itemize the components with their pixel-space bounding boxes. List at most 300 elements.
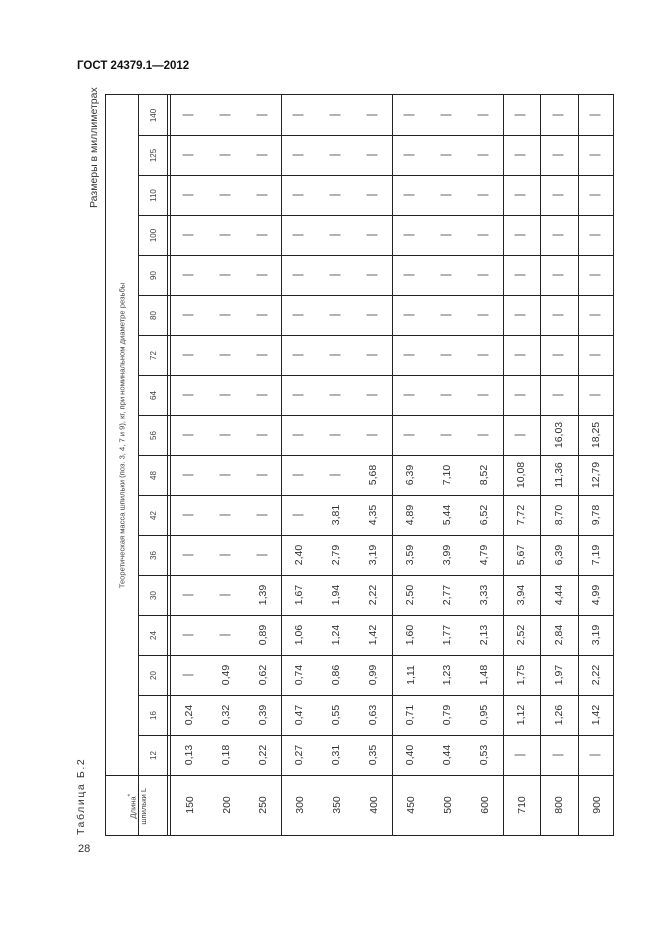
table-cell [503,95,540,135]
empty-value-dash [441,395,455,396]
empty-value-dash [256,315,270,316]
empty-value-dash [293,235,307,236]
table-cell [281,335,318,375]
table-cell [578,135,615,175]
empty-value-dash [515,155,529,156]
length-value: 150 [183,796,196,814]
empty-value-dash [515,355,529,356]
empty-value-dash [256,555,270,556]
mass-value: 2,84 [553,624,565,646]
table-cell [466,735,503,775]
table-cell [171,215,208,255]
length-value: 710 [515,796,528,814]
table-cell [392,615,429,655]
table-cell [503,215,540,255]
empty-value-dash [293,395,307,396]
diameter-header [138,575,169,615]
table-cell [392,655,429,695]
length-cell [503,775,540,835]
empty-value-dash [404,155,418,156]
table-cell [429,135,466,175]
table-cell [171,695,208,735]
empty-value-dash [183,155,197,156]
empty-value-dash [293,115,307,116]
table-cell [540,575,578,615]
table-cell [171,175,208,215]
table-cell [540,655,578,695]
table-cell [392,95,429,135]
diameter-header [138,375,169,415]
length-cell [245,775,281,835]
mass-value: 0,22 [257,744,269,766]
empty-value-dash [183,115,197,116]
empty-value-dash [256,435,270,436]
table-cell [208,95,245,135]
table-cell [466,655,503,695]
units-note: Размеры в миллиметрах [88,87,100,208]
diameter-header [138,655,169,695]
table-cell [171,375,208,415]
table-cell [429,415,466,455]
empty-value-dash [183,675,197,676]
length-header-line1: Длина [128,796,138,819]
mass-value: 1,42 [367,624,380,646]
mass-value: 2,77 [441,584,454,606]
length-value: 250 [257,796,269,814]
table-cell [503,655,540,695]
table-cell [503,615,540,655]
empty-value-dash [220,435,234,436]
mass-value: 0,74 [293,664,306,686]
empty-value-dash [256,195,270,196]
table-cell [578,335,615,375]
diameter-label: 72 [149,350,158,360]
table-cell [208,135,245,175]
mass-table [105,94,614,836]
table-cell [540,215,578,255]
table-cell [245,215,281,255]
empty-value-dash [220,355,234,356]
length-header-line2: шпильки L [138,787,148,825]
length-cell [281,775,318,835]
empty-value-dash [552,235,566,236]
mass-value: 0,55 [330,704,343,726]
diameter-label: 80 [149,310,158,320]
mass-value: 0,24 [183,704,196,726]
empty-value-dash [478,155,492,156]
table-cell [503,175,540,215]
table-cell [171,255,208,295]
mass-value: 0,99 [367,664,380,686]
mass-value: 1,48 [478,664,491,686]
mass-value: 4,44 [553,584,565,606]
table-cell [429,615,466,655]
empty-value-dash [183,235,197,236]
table-cell [208,295,245,335]
empty-value-dash [330,315,344,316]
empty-value-dash [367,195,381,196]
diameter-label: 42 [149,510,158,520]
empty-value-dash [293,435,307,436]
empty-value-dash [256,355,270,356]
table-cell [466,335,503,375]
table-cell [392,215,429,255]
empty-value-dash [367,315,381,316]
table-cell [318,375,355,415]
mass-value: 0,44 [441,744,454,766]
table-cell [466,695,503,735]
length-value: 450 [404,796,417,814]
table-cell [429,215,466,255]
mass-value: 2,22 [590,664,603,686]
table-cell [318,695,355,735]
empty-value-dash [220,275,234,276]
empty-value-dash [330,275,344,276]
diameter-header [138,215,169,255]
length-cell [540,775,578,835]
diameter-label: 110 [148,188,158,202]
empty-value-dash [183,195,197,196]
table-cell [355,695,392,735]
table-cell [355,575,392,615]
mass-value: 12,79 [590,461,603,489]
table-cell [281,215,318,255]
empty-value-dash [404,355,418,356]
table-cell [540,175,578,215]
table-cell [355,135,392,175]
empty-value-dash [183,555,197,556]
table-cell [355,415,392,455]
empty-value-dash [293,155,307,156]
empty-value-dash [220,635,234,636]
empty-value-dash [220,235,234,236]
diameter-label: 56 [149,430,158,440]
mass-value: 1,06 [293,624,306,646]
empty-value-dash [220,155,234,156]
empty-value-dash [293,275,307,276]
empty-value-dash [367,395,381,396]
empty-value-dash [552,115,566,116]
table-cell [578,535,615,575]
empty-value-dash [183,395,197,396]
table-cell [540,255,578,295]
empty-value-dash [515,315,529,316]
empty-value-dash [515,195,529,196]
empty-value-dash [404,195,418,196]
mass-value: 0,86 [330,664,343,686]
diameter-header [138,695,169,735]
table-cell [429,695,466,735]
length-value: 900 [590,796,603,814]
table-cell [318,135,355,175]
table-cell [392,495,429,535]
empty-value-dash [220,115,234,116]
mass-value: 3,81 [330,504,343,526]
length-cell [392,775,429,835]
mass-value: 0,47 [293,704,306,726]
length-cell [318,775,355,835]
table-cell [429,495,466,535]
empty-value-dash [404,315,418,316]
empty-value-dash [220,195,234,196]
table-cell [281,535,318,575]
table-cell [466,175,503,215]
mass-value: 2,50 [404,584,417,606]
empty-value-dash [515,755,529,756]
table-cell [281,415,318,455]
table-cell [208,575,245,615]
table-cell [171,655,208,695]
mass-value: 1,67 [293,584,306,606]
diameter-label: 16 [149,710,158,720]
table-cell [503,735,540,775]
table-cell [429,735,466,775]
mass-value: 0,39 [257,704,269,726]
table-cell [355,455,392,495]
mass-value: 16,03 [553,421,565,449]
table-cell [318,175,355,215]
table-cell [318,575,355,615]
mass-value: 10,08 [515,461,528,489]
table-cell [208,735,245,775]
table-cell [503,415,540,455]
table-cell [466,255,503,295]
length-cell [171,775,208,835]
table-cell [318,215,355,255]
table-cell [208,335,245,375]
table-cell [281,255,318,295]
mass-value: 1,94 [330,584,343,606]
diameter-label: 30 [149,590,158,600]
table-cell [466,615,503,655]
table-cell [540,295,578,335]
table-cell [208,655,245,695]
empty-value-dash [367,115,381,116]
empty-value-dash [478,115,492,116]
table-cell [466,455,503,495]
mass-value: 0,79 [441,704,454,726]
diameter-label: 12 [149,750,158,760]
table-cell [245,735,281,775]
table-cell [355,175,392,215]
table-cell [578,575,615,615]
table-cell [466,575,503,615]
diameter-header [138,455,169,495]
table-cell [392,735,429,775]
mass-value: 0,62 [257,664,269,686]
empty-value-dash [441,355,455,356]
empty-value-dash [183,435,197,436]
table-cell [171,295,208,335]
group-header-text: Теоретическая масса шпильки (поз. 3, 4, 7 и 9), кг, при номинальном диаметре резьбы [117,282,127,588]
table-cell [171,455,208,495]
table-cell [503,375,540,415]
table-cell [540,495,578,535]
table-cell [281,375,318,415]
table-cell [245,415,281,455]
empty-value-dash [256,155,270,156]
mass-value: 6,52 [478,504,491,526]
mass-value: 0,71 [404,704,417,726]
table-cell [245,135,281,175]
table-cell [392,335,429,375]
empty-value-dash [256,515,270,516]
table-cell [318,615,355,655]
empty-value-dash [220,555,234,556]
mass-value: 2,40 [293,544,306,566]
table-cell [429,375,466,415]
table-cell [281,655,318,695]
empty-value-dash [515,115,529,116]
group-header [106,95,138,775]
empty-value-dash [441,115,455,116]
empty-value-dash [590,275,604,276]
table-cell [503,335,540,375]
table-cell [578,655,615,695]
table-cell [429,575,466,615]
empty-value-dash [183,315,197,316]
table-cell [578,215,615,255]
diameter-label: 36 [149,550,158,560]
empty-value-dash [515,275,529,276]
empty-value-dash [590,755,604,756]
table-cell [355,375,392,415]
diameter-label: 100 [148,228,158,242]
empty-value-dash [590,235,604,236]
empty-value-dash [367,275,381,276]
empty-value-dash [552,195,566,196]
table-cell [466,535,503,575]
table-cell [503,695,540,735]
table-cell [540,335,578,375]
diameter-label: 90 [149,270,158,280]
length-cell [578,775,615,835]
mass-value: 2,13 [478,624,491,646]
table-cell [540,695,578,735]
empty-value-dash [552,315,566,316]
mass-value: 4,79 [478,544,491,566]
table-cell [171,735,208,775]
empty-value-dash [404,395,418,396]
table-cell [392,295,429,335]
table-cell [578,695,615,735]
diameter-header [138,535,169,575]
table-cell [355,615,392,655]
mass-value: 3,59 [404,544,417,566]
empty-value-dash [293,355,307,356]
table-cell [392,575,429,615]
table-cell [429,95,466,135]
table-cell [540,455,578,495]
empty-value-dash [183,515,197,516]
table-cell [245,255,281,295]
table-cell [245,695,281,735]
table-cell [281,95,318,135]
empty-value-dash [404,235,418,236]
empty-value-dash [256,475,270,476]
table-cell [245,575,281,615]
diameter-header [138,335,169,375]
table-cell [466,415,503,455]
empty-value-dash [220,475,234,476]
empty-value-dash [552,155,566,156]
table-cell [540,535,578,575]
empty-value-dash [590,315,604,316]
table-cell [540,615,578,655]
table-cell [466,495,503,535]
empty-value-dash [330,395,344,396]
table-cell [578,735,615,775]
empty-value-dash [515,435,529,436]
table-cell [281,135,318,175]
empty-value-dash [293,195,307,196]
diameter-header [138,415,169,455]
empty-value-dash [367,435,381,436]
table-cell [429,455,466,495]
empty-value-dash [330,235,344,236]
empty-value-dash [552,395,566,396]
table-cell [208,255,245,295]
table-cell [578,95,615,135]
diameter-label: 24 [149,630,158,640]
length-value: 500 [441,796,454,814]
empty-value-dash [478,275,492,276]
length-value: 800 [553,796,565,814]
empty-value-dash [441,275,455,276]
mass-value: 7,19 [590,544,603,566]
diameter-label: 20 [149,670,158,680]
empty-value-dash [220,395,234,396]
mass-value: 1,23 [441,664,454,686]
mass-value: 5,68 [367,464,380,486]
empty-value-dash [590,195,604,196]
mass-value: 0,18 [220,744,233,766]
mass-value: 5,44 [441,504,454,526]
empty-value-dash [515,235,529,236]
table-cell [429,335,466,375]
table-cell [281,455,318,495]
mass-value: 1,60 [404,624,417,646]
table-cell [245,615,281,655]
table-cell [318,295,355,335]
table-cell [245,495,281,535]
empty-value-dash [293,475,307,476]
table-cell [392,255,429,295]
table-cell [540,95,578,135]
table-cell [171,575,208,615]
table-cell [578,295,615,335]
table-cell [208,535,245,575]
table-cell [208,415,245,455]
empty-value-dash [590,395,604,396]
empty-value-dash [515,395,529,396]
length-value: 350 [330,796,343,814]
mass-value: 2,52 [515,624,528,646]
table-cell [540,135,578,175]
table-cell [392,455,429,495]
diameter-header [138,495,169,535]
table-cell [578,255,615,295]
mass-value: 4,99 [590,584,603,606]
table-cell [355,655,392,695]
empty-value-dash [367,235,381,236]
table-cell [578,375,615,415]
table-cell [466,95,503,135]
empty-value-dash [552,275,566,276]
table-cell [466,375,503,415]
table-cell [578,175,615,215]
table-cell [208,375,245,415]
